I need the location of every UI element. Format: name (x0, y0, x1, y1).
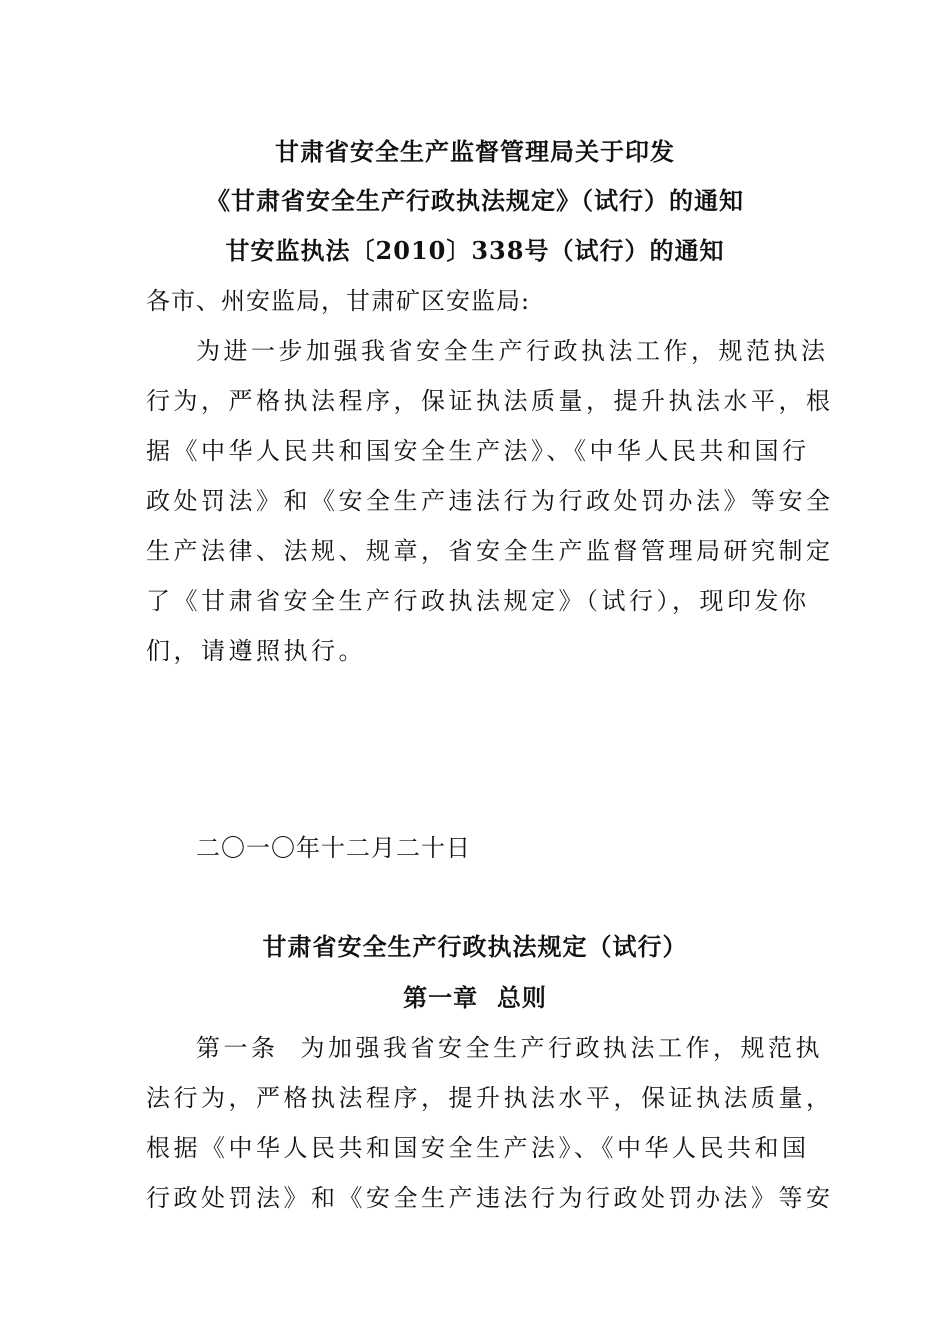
chapter-heading: 第一章 总则 (403, 983, 547, 1012)
article-number: 第一条 (196, 1034, 279, 1062)
notice-title-line-3: 甘安监执法〔2010〕338号（试行）的通知 (225, 236, 725, 265)
article-1-line-1 (196, 1033, 823, 1063)
addressee: 各市、州安监局，甘肃矿区安监局: (146, 287, 531, 315)
body-line-7: 们，请遵照执行。 (146, 637, 366, 665)
article-1-line-3: 根据《中华人民共和国安全生产法》、《中华人民共和国 (146, 1134, 810, 1162)
notice-title-line-2: 《甘肃省安全生产行政执法规定》（试行）的通知 (206, 186, 744, 215)
body-line-5: 生产法律、法规、规章，省安全生产监督管理局研究制定 (146, 537, 834, 565)
body-line-4: 政处罚法》和《安全生产违法行为行政处罚办法》等安全 (146, 487, 834, 515)
body-line-1: 为进一步加强我省安全生产行政执法工作，规范执法 (196, 337, 829, 365)
article-1-text: 为加强我省安全生产行政执法工作，规范执 (300, 1034, 823, 1062)
body-line-3: 据《中华人民共和国安全生产法》、《中华人民共和国行 (146, 437, 810, 465)
regulation-title: 甘肃省安全生产行政执法规定（试行） (262, 932, 688, 961)
article-1-line-4: 行政处罚法》和《安全生产违法行为行政处罚办法》等安 (146, 1184, 834, 1212)
notice-title-line-1: 甘肃省安全生产监督管理局关于印发 (275, 137, 675, 166)
article-1-line-2: 法行为，严格执法程序，提升执法水平，保证执法质量， (146, 1084, 834, 1112)
body-line-2: 行为，严格执法程序，保证执法质量，提升执法水平，根 (146, 387, 834, 415)
body-line-6: 了《甘肃省安全生产行政执法规定》（试行），现印发你 (146, 587, 810, 615)
notice-date: 二〇一〇年十二月二十日 (196, 834, 471, 862)
